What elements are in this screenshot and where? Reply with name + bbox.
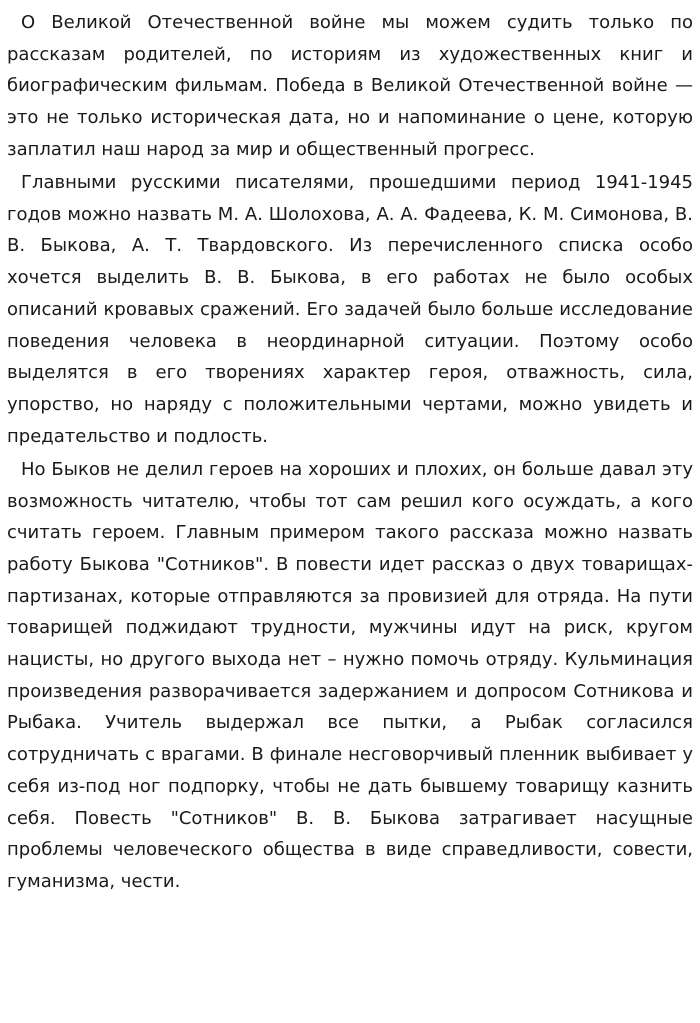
paragraph-writers: Главными русскими писателями, прошедшими период 1941-1945 годов можно назвать М. А. Шолохова, А. А. Фадеева, К. М. Симонова, В. В. Быкова, А. Т. Твардовского. Из перечисленного списка особо хочется выделить В. В. Быкова, в его работах не было особых описаний кровавых сражений. Его задачей было больше исследование поведения человека в неординарной ситуации. Поэтому особо выделятся в его творениях характер героя, отважность, сила, упорство, но наряду с положительными чертами, можно увидеть и предательство и подлость. [7, 172, 693, 447]
essay-text [7, 7, 693, 899]
paragraph-sotnikov: Но Быков не делил героев на хороших и плохих, он больше давал эту возможность читателю, чтобы тот сам решил кого осуждать, а кого считать героем. Главным примером такого рассказа можно назвать работу Быкова "Сотников". В повести идет рассказ о двух товарищах-партизанах, которые отправляются за провизией для отряда. На пути товарищей поджидают трудности, мужчины идут на риск, кругом нацисты, но другого выхода нет – нужно помочь отряду. Кульминация произведения разворачивается задержанием и допросом Сотникова и Рыбака. Учитель выдержал все пытки, а Рыбак согласился сотрудничать с врагами. В финале несговорчивый пленник выбивает у себя из-под ног подпорку, чтобы не дать бывшему товарищу казнить себя. Повесть "Сотников" В. В. Быкова затрагивает насущные проблемы человеческого общества в виде справедливости, совести, гуманизма, чести. [7, 458, 693, 892]
paragraph-intro: О Великой Отечественной войне мы можем судить только по рассказам родителей, по историям из художественных книг и биографическим фильмам. Победа в Великой Отечественной войне — это не только историческая дата, но и напоминание о цене, которую заплатил наш народ за мир и общественный прогресс. [7, 12, 693, 160]
